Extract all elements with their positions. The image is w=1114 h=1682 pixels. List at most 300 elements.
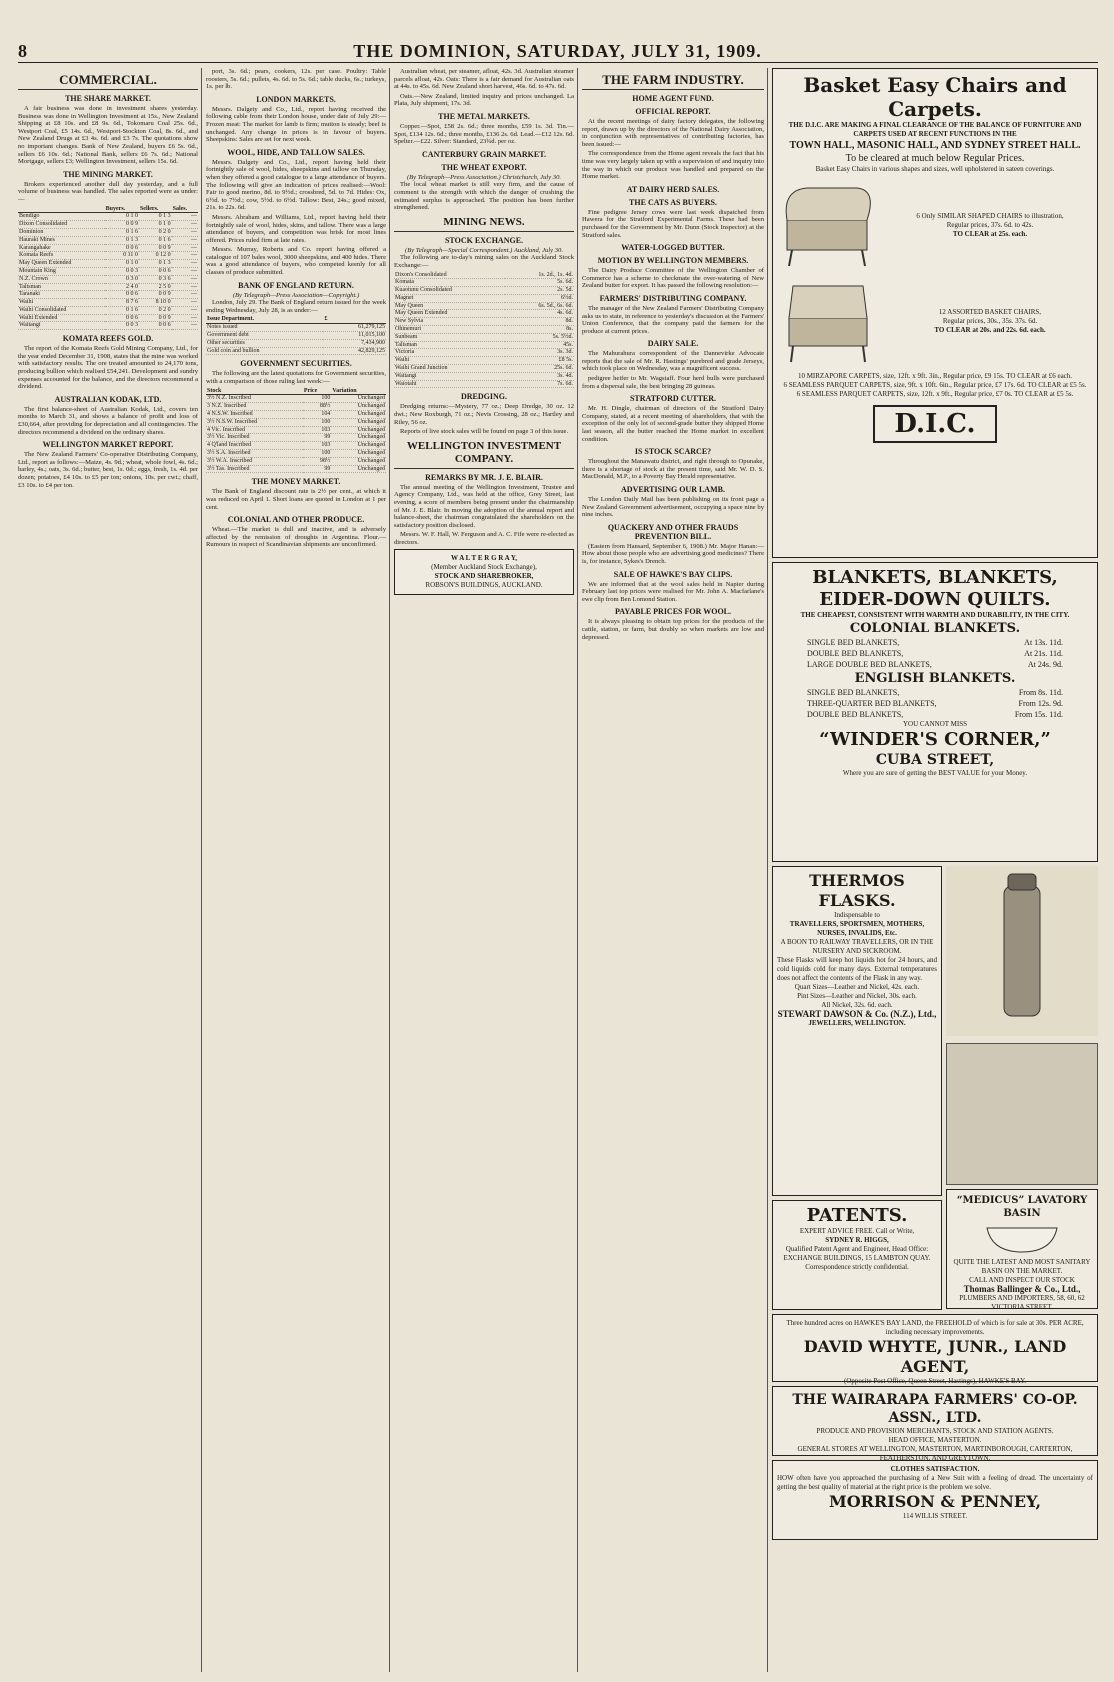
table-row [394, 341, 574, 349]
table-row [206, 465, 386, 473]
subheading: THE MINING MARKET. [63, 169, 153, 179]
article-paragraph: Dredging returns:—Mystery, 77 oz.; Deep Dredge, 30 oz. 12 dwt.; New Roxburgh, 71 oz.; Nevis Crossing, 28 oz.; Hartley and Riley, 56 oz. [394, 403, 574, 426]
subheading: HOME AGENT FUND. [632, 94, 714, 103]
article-paragraph: The manager of the New Zealand Farmers' Distributing Company asks us to state, in reference to yesterday's discussion at the Farmers' Union Conference, that the company paid the farmers for the produce at current prices. [582, 304, 764, 335]
ad-line: CLOTHES SATISFACTION. [890, 1465, 980, 1473]
article-paragraph: A fair business was done in investment shares yesterday. Business was done in Wellington Investment at 15s., New Zealand Shipping at £8 10s. and £8 9s. 6d., Tokomaru Coal 25s. 6d., Westport Coal, £5 14s. 6d., Westport-Stockton Coal, 8s. 6d., and New Zealand Drugs at £3 4s. 6d. and £3 7s. The quotations show no important changes. Bank of New Zealand, buyers £6 5s. 6d., sellers £6 10s. 6d.; National Bank, sellers £6 7s. 6d.; National Mortgage, sellers £3; Wellington Investment, sellers 15s. 6d. [18, 105, 198, 166]
table-row [206, 449, 386, 457]
ad-line: 12 ASSORTED BASKET CHAIRS, [938, 307, 1042, 316]
mining-cell: — [172, 267, 198, 275]
dateline: (By Telegraph—Press Association.) Christchurch, July 30. [406, 173, 562, 181]
mining-cell: 0 1 6 [105, 306, 139, 314]
ad-line: Pint Sizes—Leather and Nickel, 30s. each. [797, 992, 917, 1000]
dic-logo: D.I.C. [873, 405, 997, 443]
subheading: REMARKS BY MR. J. E. BLAIR. [425, 472, 543, 482]
article-paragraph: The following are the latest quotations for Government securities, with a comparison of those ruling last week:— [206, 370, 386, 386]
table-row [394, 294, 574, 302]
mining-cell: — [172, 322, 198, 330]
article-paragraph: Messrs. Murray, Roberts and Co. report having offered a catalogue of 107 bales wool, 3000 sheepskins, and 400 hides. There was a good attendance of buyers, who competed keenly for all classes of produce submitted. [206, 246, 386, 277]
column-commercial [18, 68, 198, 1672]
price-row [777, 637, 1093, 648]
table-row [206, 395, 386, 403]
stock-sale-cell: Victoria [394, 349, 505, 357]
mining-sales-list [394, 272, 574, 389]
table-row [394, 333, 574, 341]
thermos-flask-illustration [946, 866, 1098, 1036]
stock-sale-cell: New Sylvia [394, 318, 505, 326]
subheading: AUSTRALIAN KODAK, LTD. [54, 394, 162, 404]
mining-cell: 2 5 0 [139, 283, 172, 291]
table-row [206, 457, 386, 465]
ad-line: Basket Easy Chairs in various shapes and sizes, well upholstered in sateen coverings. [815, 165, 1055, 173]
english-blanket-list [777, 687, 1093, 720]
price-value: From 8s. 11d. [1018, 688, 1063, 697]
dateline: (By Telegraph—Special Correspondent.) Auckland, July 30. [405, 246, 563, 254]
ad-line: TO CLEAR at 25s. each. [952, 229, 1028, 238]
ad-line: These Flasks will keep hot liquids hot for 24 hours, and cold liquids cold for many days. External temperatures does not affect the contents of the Flask in any way. [777, 956, 937, 982]
column-grain-mining [394, 68, 574, 1672]
table-header: Variation [331, 388, 386, 395]
table-row [394, 310, 574, 318]
mining-cell: May Queen Extended [18, 260, 105, 268]
table-row [206, 411, 386, 419]
article-paragraph: The New Zealand Farmers' Co-operative Distributing Company, Ltd., report as follows:—Maize, 4s. 9d.; wheat, whole fowl, 4s. 6d.; barley, 4s.; oats, 3s. 6d.; butter, best, 1s. 0d.; eggs, fresh, 1s. 4d. per dozen; potatoes, £4 10s. to £5 per ton; onions, 10s. per cwt.; chaff, £3 10s. to £4 per ton. [18, 451, 198, 489]
subheading: STOCK EXCHANGE. [444, 235, 524, 245]
table-header: Stock [206, 388, 303, 395]
table-row [394, 272, 574, 279]
stock-sale-cell: Talisman [394, 341, 505, 349]
securities-cell: 3½ N.S.W. Inscribed [206, 418, 303, 426]
mining-cell: 0 2 0 [139, 228, 172, 236]
ad-line: Quart Sizes—Leather and Nickel, 42s. each. [794, 983, 920, 991]
carpet-list [777, 372, 1093, 399]
subheading: DAIRY SALE. [647, 339, 699, 349]
securities-cell: 3½ S.A. Inscribed [206, 449, 303, 457]
ad-line: TRAVELLERS, SPORTSMEN, MOTHERS, NURSES, INVALIDS, Etc. [789, 920, 925, 937]
securities-cell: 98½ [303, 457, 332, 465]
subheading: OFFICIAL REPORT. [635, 107, 711, 116]
article-paragraph: The annual meeting of the Wellington Investment, Trustee and Agency Company, Ltd., was held at the office, Grey Street, last evening, a score of members being present under the chairmanship of Mr. J. E. Blair. In moving the adoption of the annual report and balance-sheet, the chairman congratulated the shareholders on the satisfactory position disclosed. [394, 483, 574, 529]
ad-line: SYDNEY R. HIGGS, [825, 1236, 889, 1244]
table-header: Sellers. [139, 206, 172, 213]
article-paragraph: Fine pedigree Jersey cows were last week dispatched from Hawera for the Stratford Experimental Farms. These had been purchased for the Government by Mr. Dunn (Stock Inspector) at the Stratford sales. [582, 208, 764, 239]
securities-cell: 3 N.Z. Inscribed [206, 403, 303, 411]
section-heading: THE FARM INDUSTRY. [582, 72, 764, 90]
mining-cell: Dominion [18, 228, 105, 236]
ad-line: STOCK AND SHAREBROKER, [434, 571, 534, 580]
stock-sale-cell: Waihi [394, 357, 505, 365]
price-row [777, 687, 1093, 698]
table-row [18, 252, 198, 260]
mining-cell: 2 4 0 [105, 283, 139, 291]
article-paragraph: pedigree heifer to Mr. Wagstaff. Four herd bulls were purchased from a dispersal sale, the best bringing 28 guineas. [582, 375, 764, 390]
article-paragraph: We are informed that at the wool sales held in Napier during February last top prices were realised for Mr. John A. Macfarlane's ewe clip from Ben Lomond Station. [582, 580, 764, 603]
securities-cell: 3½ Tas. Inscribed [206, 465, 303, 473]
article-paragraph: Throughout the Manawatu district, and right through to Opunake, there is a shortage of stock at the present time, said Mr. W. D. S. MacDonald, M.P., to a Poverty Bay Herald representative. [582, 458, 764, 481]
ad-line: Regular prices, 30s., 35s. 37s. 6d. [942, 316, 1038, 325]
securities-cell: 99 [303, 434, 332, 442]
stock-sale-cell: Waitangi [394, 372, 505, 380]
subheading: IS STOCK SCARCE? [634, 447, 712, 457]
securities-cell: Unchanged [331, 426, 386, 434]
dateline: (By Telegraph—Press Association—Copyright.) [232, 291, 360, 299]
ad-title: EIDER-DOWN QUILTS. [819, 589, 1051, 610]
article-paragraph: port, 3s. 6d.; pears, cookers, 12s. per case. Poultry: Table roosters, 5s. 6d.; pullets, 4s. 6d. to 5s. 6d.; table ducks, 6s.; turkeys, 1s. per lb. [206, 68, 386, 91]
table-row [394, 326, 574, 334]
ad-line: 114 WILLIS STREET. [902, 1512, 968, 1520]
mining-cell: Taranaki [18, 291, 105, 299]
price-row [777, 698, 1093, 709]
ad-line: THE CHEAPEST, CONSISTENT WITH WARMTH AND DURABILITY, IN THE CITY. [800, 611, 1070, 619]
colonial-blanket-list [777, 637, 1093, 670]
securities-cell: Unchanged [331, 434, 386, 442]
article-paragraph: (Eastern from Hansard, September 6, 1908.) Mr. Major Hanan:—How about those people who are advertising good medicines? There is, for instance, Sykes's Drench. [582, 542, 764, 565]
table-row [18, 322, 198, 330]
mining-cell: 0 0 3 [105, 322, 139, 330]
table-row [18, 314, 198, 322]
mining-cell: — [172, 306, 198, 314]
mining-cell: — [172, 221, 198, 229]
stock-sale-cell: 4s. 6d. [505, 310, 574, 318]
table-row [18, 213, 198, 221]
table-row [18, 291, 198, 299]
mining-cell: 0 0 6 [105, 291, 139, 299]
mining-cell: Waitangi [18, 322, 105, 330]
mining-cell: — [172, 314, 198, 322]
article-paragraph: Wheat.—The market is dull and inactive, and is adversely affected by the remission of droughts in Argentina. Flour.—Rumours in respect of Scandinavian shipments are unconfirmed. [206, 526, 386, 549]
table-row [18, 244, 198, 252]
ad-line: Correspondence strictly confidential. [805, 1263, 909, 1271]
table-row [18, 283, 198, 291]
ad-line: 6 Only SIMILAR SHAPED CHAIRS to illustration, [916, 211, 1064, 220]
securities-cell: 88½ [303, 403, 332, 411]
mining-cell: — [172, 291, 198, 299]
column-farm-industry [582, 68, 764, 1672]
stock-sale-cell: Sunbeam [394, 333, 505, 341]
subheading: QUACKERY AND OTHER FRAUDS PREVENTION BILL. [607, 522, 739, 541]
mining-cell: 0 1 3 [139, 213, 172, 221]
bank-cell: Gold coin and bullion [206, 347, 323, 355]
stock-sale-cell: 3s. 3d. [505, 349, 574, 357]
table-row [206, 339, 386, 347]
bank-cell: Notes issued [206, 324, 323, 332]
price-label: SINGLE BED BLANKETS, [807, 688, 900, 697]
lavatory-basin-illustration [982, 1222, 1062, 1256]
mining-cell: 0 0 6 [105, 244, 139, 252]
patents-advertisement [772, 1200, 942, 1310]
securities-cell: Unchanged [331, 403, 386, 411]
table-row [206, 403, 386, 411]
mining-cell: 0 0 9 [139, 291, 172, 299]
stock-sale-cell: 7s. 6d. [505, 380, 574, 388]
stock-sale-cell: Waihi Grand Junction [394, 365, 505, 373]
carpet-offer: 10 MIRZAPORE CARPETS, size, 12ft. x 9ft. 3in., Regular price, £9 15s. TO CLEAR at £6 each. [797, 372, 1073, 380]
securities-cell: Unchanged [331, 465, 386, 473]
article-paragraph: Mr. H. Dingle, chairman of directors of the Stratford Dairy Company, stated, at a recent meeting of shareholders, that with the exception of the only lot of second-grade butter they shipped Home last season, all the butter reached the Home market in excellent condition. [582, 405, 764, 443]
article-paragraph: Messrs. Dalgety and Co., Ltd., report having received the following cable from their London house, under date of July 29:— Frozen meat: The market for lamb is firm; mutton is steady; beef is unchanged. Any change in prices is in favour of buyers. Sheepskins: Sales are set for next week. [206, 105, 386, 144]
article-paragraph: London, July 29. The Bank of England return issued for the week ending Wednesday, July 28, is as under:— [206, 299, 386, 314]
mining-cell: Waihi Extended [18, 314, 105, 322]
mining-cell: — [172, 283, 198, 291]
subheading: THE WHEAT EXPORT. [441, 162, 527, 172]
securities-cell: 103 [303, 426, 332, 434]
ad-line: Indispensable to [834, 911, 880, 919]
stock-sale-cell: 1s. 2d., 1s. 4d. [505, 272, 574, 279]
subheading: DREDGING. [460, 392, 507, 402]
securities-cell: 4 Vic. Inscribed [206, 426, 303, 434]
mining-cell: 0 1 3 [105, 236, 139, 244]
securities-cell: 3½ W.A. Inscribed [206, 457, 303, 465]
stock-sale-cell: 2s. 5d. [505, 287, 574, 295]
article-paragraph: The Bank of England discount rate is 2½ per cent., at which it was reduced on April 1. Short loans are quoted in London at 1 per cent. [206, 488, 386, 511]
table-row [206, 442, 386, 450]
wairarapa-advertisement [772, 1386, 1098, 1462]
article-paragraph: Brokers experienced another dull day yesterday, and a full volume of business was handled. The sales reported were as under:— [18, 180, 198, 203]
ad-line: Thomas Ballinger & Co., Ltd., [963, 1283, 1081, 1294]
article-paragraph: The correspondence from the Home agent reveals the fact that his time was very largely taken up with a supervision of and inquiry into the way in which our produce was handled and prepared on the Home market. [582, 150, 764, 181]
ad-title: MORRISON & PENNEY, [828, 1492, 1042, 1511]
bank-cell: 42,829,125 [323, 347, 386, 355]
ad-line: HEAD OFFICE, MASTERTON. [888, 1436, 982, 1444]
mining-cell: Komata Reefs [18, 252, 105, 260]
article-paragraph: At the recent meetings of dairy factory delegates, the following report, drawn up by the directors of the National Dairy Association, in conjunction with representatives of contributing factories, has been issued:— [582, 118, 764, 148]
mining-cell: 0 0 6 [105, 314, 139, 322]
securities-cell: Unchanged [331, 449, 386, 457]
stock-sale-cell: Kuaotunu Consolidated [394, 287, 505, 295]
mining-cell: 0 3 6 [139, 275, 172, 283]
mining-cell: 0 0 6 [139, 267, 172, 275]
stock-sale-cell: 6½d. [505, 294, 574, 302]
securities-cell: 100 [303, 449, 332, 457]
securities-cell: 103 [303, 442, 332, 450]
column-rule [767, 68, 768, 1672]
mining-cell: 0 3 0 [105, 275, 139, 283]
article-paragraph: The Mahurahura correspondent of the Dannevirke Advocate reports that the sale of Mr. R. Hastings' purebred and grade Jerseys, which took place on Wednesday, was a magnificent success. [582, 350, 764, 373]
subheading: MINING NEWS. [394, 216, 574, 232]
article-paragraph: It is always pleasing to obtain top prices for the products of the cattle, station, or farm, but doubly so when markets are low and depressed. [582, 618, 764, 641]
table-row [18, 267, 198, 275]
mining-cell: — [172, 236, 198, 244]
stock-sale-cell: Magnet [394, 294, 505, 302]
whyte-advertisement [772, 1314, 1098, 1385]
article-paragraph: The report of the Komata Reefs Gold Mining Company, Ltd., for the year ended December 31, 1908, states that the mine was worked with satisfactory results. The ore treated amounted to 24,170 tons, producing bullion which realised £54,241. Development and sundry expenses accounted for the balance, and the directors recommend a dividend. [18, 345, 198, 391]
ad-line: YOU CANNOT MISS [902, 720, 968, 728]
masthead [18, 40, 1098, 63]
stock-sale-cell: 8d. [505, 318, 574, 326]
stock-sale-cell: Ohinemuri [394, 326, 505, 334]
mining-cell: Waihi Consolidated [18, 306, 105, 314]
ad-line: Regular prices, 37s. 6d. to 42s. [946, 220, 1034, 229]
ad-title: THE WAIRARAPA FARMERS' CO-OP. ASSN., LTD. [792, 1392, 1078, 1426]
price-label: DOUBLE BED BLANKETS, [807, 710, 904, 719]
subheading: MOTION BY WELLINGTON MEMBERS. [597, 256, 749, 266]
bank-cell: 61,279,125 [323, 324, 386, 332]
mining-cell: 0 0 9 [139, 244, 172, 252]
subheading: KOMATA REEFS GOLD. [62, 334, 154, 344]
table-row [206, 347, 386, 355]
securities-cell: 99 [303, 465, 332, 473]
subheading: THE MONEY MARKET. [251, 477, 341, 487]
column-rule [389, 68, 390, 1672]
masthead-title: THE DOMINION, SATURDAY, JULY 31, 1909. [353, 40, 762, 61]
table-header: Buyers. [105, 206, 139, 213]
table-row [206, 426, 386, 434]
bank-cell: Other securities [206, 339, 323, 347]
ad-line: (Member Auckland Stock Exchange), [431, 562, 537, 571]
ad-line: EXPERT ADVICE FREE. Call or Write, [799, 1227, 915, 1235]
ad-line: HOW often have you approached the purchasing of a New Suit with a feeling of dread. The uncertainty of getting the best quality of material at the right price is the problem we solve. [777, 1474, 1093, 1491]
subheading: COLONIAL AND OTHER PRODUCE. [227, 515, 365, 525]
carpet-offer: 6 SEAMLESS PARQUET CARPETS, size, 12ft. x 9ft., Regular price, £7 0s. TO CLEAR at £5 5s. [796, 390, 1074, 398]
stock-sale-cell: May Queen Extended [394, 310, 505, 318]
ad-line: THE D.I.C. ARE MAKING A FINAL CLEARANCE OF THE BALANCE OF FURNITURE AND CARPETS USED AT RECENT FUNCTIONS IN THE [788, 121, 1082, 138]
mining-cell: Talisman [18, 283, 105, 291]
ad-line: PRODUCE AND PROVISION MERCHANTS, STOCK AND STATION AGENTS. [816, 1427, 1054, 1435]
mining-cell: 0 0 3 [105, 267, 139, 275]
securities-cell: Unchanged [331, 395, 386, 403]
basket-chair-illustration [777, 276, 887, 366]
stock-sale-cell: 8s. [505, 326, 574, 334]
table-row [394, 279, 574, 287]
price-value: At 24s. 9d. [1027, 660, 1063, 669]
article-paragraph: Oats.—New Zealand, limited inquiry and prices unchanged. La Plata, July shipment, 17s. 3d. [394, 92, 574, 108]
subheading: THE SHARE MARKET. [65, 94, 151, 103]
mining-cell: 0 0 6 [139, 322, 172, 330]
table-header: Issue Department. [206, 316, 323, 323]
ad-title: Basket Easy Chairs and Carpets. [803, 73, 1067, 121]
article-paragraph: Messrs. Dalgety and Co., Ltd., report having held their fortnightly sale of wool, hides, sheepskins and tallow on Thursday, when they offered a good catalogue to a large attendance of buyers. The following will give an indication of prices realised:—Wool: Fair to good merino, 8d. to 9½d.; crossbred, 5d. to 7d. Hides: Ox, 6½d. to 7½d.; cow, 5½d. to 6½d. Tallow: Best, 24s.; good mixed, 21s. to 22s. 6d. [206, 158, 386, 212]
subheading: PAYABLE PRICES FOR WOOL. [614, 607, 732, 617]
ad-line: All Nickel, 32s. 6d. each. [821, 1001, 893, 1009]
table-row [206, 418, 386, 426]
price-value: From 15s. 11d. [1014, 710, 1063, 719]
mining-cell: 0 0 9 [139, 314, 172, 322]
stock-sale-cell: Waiotahi [394, 380, 505, 388]
ad-line: A BOON TO RAILWAY TRAVELLERS, OR IN THE NURSERY AND SICKROOM. [780, 938, 934, 955]
table-row [394, 372, 574, 380]
mining-cell: N.Z. Crown [18, 275, 105, 283]
subheading: ADVERTISING OUR LAMB. [621, 485, 725, 494]
price-row [777, 659, 1093, 670]
subheading: WOOL, HIDE, AND TALLOW SALES. [227, 147, 365, 157]
ad-line: STEWART DAWSON & Co. (N.Z.), Ltd., [777, 1009, 937, 1019]
table-row [18, 306, 198, 314]
mining-cell: — [172, 252, 198, 260]
subheading: SALE OF HAWKE'S BAY CLIPS. [613, 569, 733, 579]
subheading: STRATFORD CUTTER. [629, 394, 717, 404]
securities-cell: 3½ Vic. Inscribed [206, 434, 303, 442]
table-row [206, 324, 386, 332]
securities-cell: Unchanged [331, 411, 386, 419]
securities-cell: 104 [303, 411, 332, 419]
section-heading: COMMERCIAL. [18, 72, 198, 90]
price-value: At 21s. 11d. [1024, 649, 1063, 658]
price-label: LARGE DOUBLE BED BLANKETS, [807, 660, 932, 669]
ad-line: Where you are sure of getting the BEST VALUE for your Money. [842, 769, 1028, 777]
stock-sale-cell: £8 5s. [505, 357, 574, 365]
stock-sale-cell: 25s. 6d. [505, 365, 574, 373]
bank-cell: 11,015,100 [323, 332, 386, 340]
table-row [394, 287, 574, 295]
table-row [394, 380, 574, 388]
table-header: Sales. [172, 206, 198, 213]
subheading: WATER-LOGGED BUTTER. [621, 243, 725, 253]
mining-cell: 0 0 9 [105, 221, 139, 229]
ad-line: Three hundred acres on HAWKE'S BAY LAND, the FREEHOLD of which is for sale at 30s. PER ACRE, including necessary improvements. [786, 1319, 1084, 1336]
price-label: SINGLE BED BLANKETS, [807, 638, 900, 647]
ad-line: ROBSON'S BUILDINGS, AUCKLAND. [425, 580, 543, 589]
price-row [777, 709, 1093, 720]
mining-cell: 0 1 6 [139, 236, 172, 244]
ad-line: TO CLEAR at 20s. and 22s. 6d. each. [934, 325, 1046, 334]
subheading: WELLINGTON MARKET REPORT. [42, 440, 174, 450]
mining-cell: 0 1 0 [105, 213, 139, 221]
blankets-advertisement [772, 562, 1098, 862]
stock-sale-cell: 5s. 5½d. [505, 333, 574, 341]
mining-cell: Dixon Consolidated [18, 221, 105, 229]
mining-cell: 0 1 3 [139, 260, 172, 268]
column-rule [577, 68, 578, 1672]
ad-title: PATENTS. [806, 1205, 908, 1226]
mining-cell: 0 1 6 [105, 228, 139, 236]
article-paragraph: The first balance-sheet of Australian Kodak, Ltd., covers ten months to March 31, and shows a balance of profit and loss of £30,664, after providing for depreciation and all contingencies. The directors recommend a dividend on the ordinary shares. [18, 405, 198, 436]
mining-cell: — [172, 275, 198, 283]
securities-cell: 100 [303, 395, 332, 403]
ad-line: PLUMBERS AND IMPORTERS, 58, 60, 62 VICTORIA STREET. [959, 1293, 1085, 1311]
ad-title: “WINDER'S CORNER,” [819, 729, 1051, 750]
article-paragraph: Copper.—Spot, £58 2s. 6d.; three months, £59 1s. 3d. Tin.—Spot, £134 12s. 6d.; three months, £136 2s. 6d. Lead.—£12 12s. 6d. Spelter.—£22. Silver: Standard, 23¾d. per oz. [394, 122, 574, 146]
table-row [394, 357, 574, 365]
table-row [18, 260, 198, 268]
page-number: 8 [18, 40, 27, 61]
ad-line: QUITE THE LATEST AND MOST SANITARY BASIN ON THE MARKET. [953, 1257, 1091, 1275]
ad-title: BLANKETS, BLANKETS, [812, 567, 1058, 588]
carpet-offer: 6 SEAMLESS PARQUET CARPETS, size, 9ft. x 10ft. 6in., Regular price, £7 17s. 6d. TO CLEAR at £5 5s. [783, 381, 1087, 389]
subheading: BANK OF ENGLAND RETURN. [238, 280, 354, 290]
bank-cell: Government debt [206, 332, 323, 340]
mining-cell: 0 1 0 [139, 221, 172, 229]
column-markets [206, 68, 386, 1672]
column-rule [201, 68, 202, 1672]
mining-cell: 0 2 0 [139, 306, 172, 314]
table-row [394, 349, 574, 357]
price-value: From 12s. 9d. [1018, 699, 1063, 708]
price-value: At 13s. 11d. [1024, 638, 1063, 647]
subheading: GOVERNMENT SECURITIES. [240, 359, 352, 369]
article-paragraph: Messrs. W. F. Hall, W. Ferguson and A. C. Fife were re-elected as directors. [394, 531, 574, 546]
table-row [18, 275, 198, 283]
table-header: Price [303, 388, 332, 395]
mining-cell: Waihi [18, 299, 105, 307]
mining-cell: — [172, 299, 198, 307]
article-paragraph: The local wheat market is still very firm, and the cause of comment is the strength with which the danger of crushing the estimated surplus is approached. The position has been further strengthened. [394, 181, 574, 212]
medicus-advertisement [946, 1189, 1098, 1309]
ad-line: W A L T E R G R A Y, [450, 553, 517, 562]
mining-cell: 0 11 0 [105, 252, 139, 260]
subheading: LONDON MARKETS. [256, 94, 336, 104]
subheading: FARMERS' DISTRIBUTING COMPANY. [599, 293, 747, 303]
stock-sale-cell: 5s. 6d. [505, 279, 574, 287]
table-row [18, 221, 198, 229]
mining-cell: 0 12 0 [139, 252, 172, 260]
price-row [777, 648, 1093, 659]
bank-return-table [206, 316, 386, 355]
morrison-advertisement [772, 1460, 1098, 1540]
article-paragraph: Messrs. Abraham and Williams, Ltd., report having held their fortnightly sale of wool, hides, skins, and tallow. There was a large attendance of buyers, and competition was brisk for most lines offered. Prices ruled firm at late rates. [206, 213, 386, 244]
stock-sale-cell: May Queen [394, 302, 505, 310]
securities-cell: 4 N.S.W. Inscribed [206, 411, 303, 419]
ad-line: (Opposite Post Office, Queen Street, Hastings), HAWKE'S BAY. [844, 1377, 1026, 1385]
